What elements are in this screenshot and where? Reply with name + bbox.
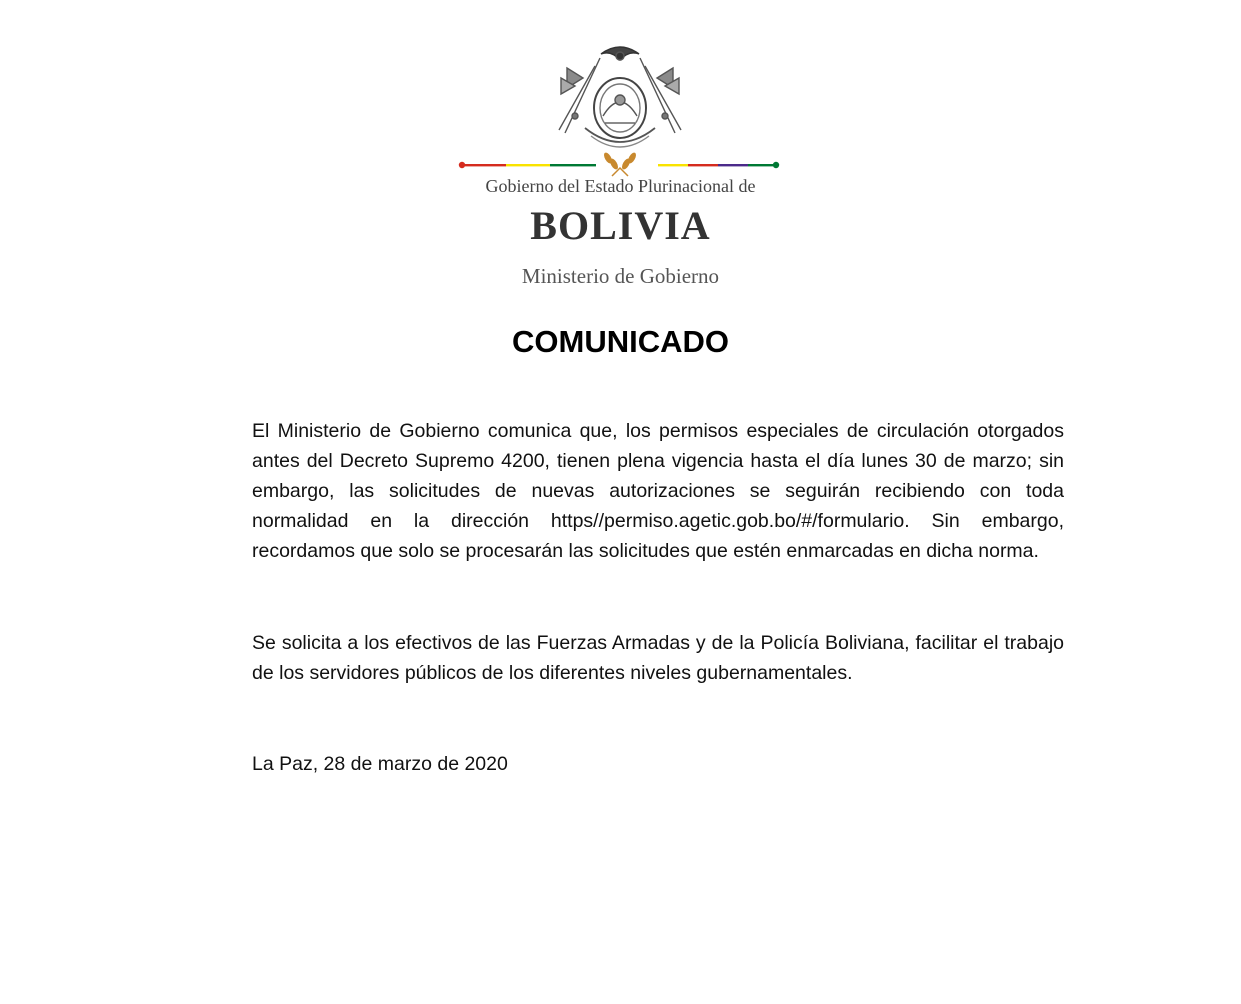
tricolor-line-right bbox=[658, 160, 780, 170]
letterhead bbox=[440, 38, 801, 298]
body-paragraph: El Ministerio de Gobierno comunica que, los permisos especiales de circulación otorgados antes del Decreto Supremo 4200, tienen plena vigencia hasta el día lunes 30 de marzo; sin embargo, las solicitudes de nuevas autorizaciones se seguirán recibiendo con toda normalidad en la dirección https//permiso.agetic.gob.bo/#/formulario. Sin embargo, recordamos que solo se procesarán las solicitudes que estén enmarcadas en dicha norma. bbox=[252, 420, 1064, 562]
country-name: BOLIVIA bbox=[530, 203, 711, 248]
wheat-sprig-icon bbox=[590, 148, 650, 178]
body-paragraph: Se solicita a los efectivos de las Fuerzas Armadas y de la Policía Boliviana, facilitar el trabajo de los servidores públicos de los diferentes niveles gubernamentales. bbox=[252, 632, 1064, 684]
tricolor-line-left bbox=[458, 160, 598, 170]
ministry-name: Ministerio de Gobierno bbox=[521, 264, 720, 288]
government-line: Gobierno del Estado Plurinacional de bbox=[485, 176, 756, 196]
bolivia-coat-of-arms-icon bbox=[545, 38, 695, 158]
document-title: COMUNICADO bbox=[512, 324, 729, 359]
place-date: La Paz, 28 de marzo de 2020 bbox=[252, 753, 508, 775]
